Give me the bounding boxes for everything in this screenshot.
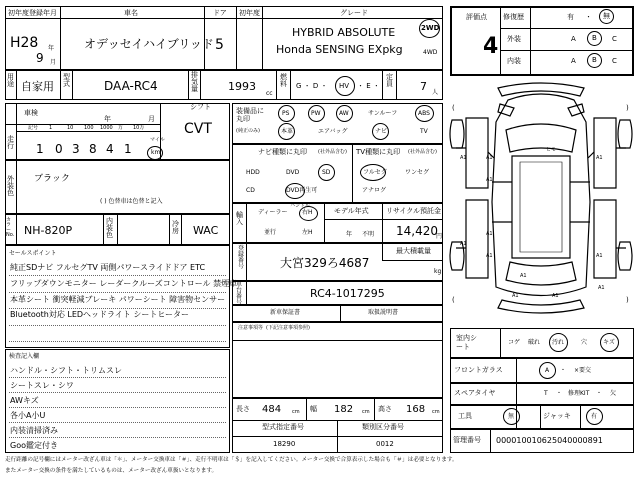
recycle-unit: 円	[436, 233, 443, 240]
manual-label: 取扱説明書	[368, 309, 399, 316]
drive-2wd: 2WD	[421, 24, 440, 32]
repair-label: 修復歴	[503, 13, 524, 21]
management-value: 000010010625040000891	[496, 436, 603, 445]
navi-sd: SD	[322, 169, 331, 176]
front-glass-a: A	[545, 367, 550, 374]
length-value: 484	[262, 404, 282, 415]
mileage-unit-1: 1	[49, 125, 53, 131]
registration-value: 大宮329ろ4687	[280, 256, 370, 270]
mileage-unit-km: km	[151, 149, 161, 156]
reg-month: 9	[36, 51, 44, 65]
inspector-line-3: 各小A小U	[10, 411, 46, 420]
interior-eval-c: C	[612, 57, 617, 65]
mileage-digit-5: 1	[124, 142, 132, 156]
vehicle-inspect-label: 車検	[24, 109, 38, 117]
equip-pw: PW	[311, 110, 321, 117]
exterior-color-box	[5, 160, 230, 214]
damage-mark: A1	[552, 293, 559, 299]
notes-label: 注意事項等	[238, 325, 264, 331]
fuel-options: G ・ D ・	[296, 82, 328, 90]
tv-fullseg: フルセグ	[363, 169, 387, 176]
seat-koge: コゲ	[508, 339, 521, 346]
width-value: 182	[334, 404, 354, 415]
svg-text:): )	[626, 296, 629, 304]
capacity-unit: 人	[432, 89, 439, 96]
type-label: 型式	[63, 73, 70, 88]
navi-cd: CD	[246, 187, 255, 194]
tools-label: 工具	[458, 412, 472, 420]
doors-label: ドア	[213, 9, 227, 17]
width-label: 幅	[310, 405, 317, 413]
type-cert-label: 型式指定番号	[262, 423, 304, 431]
handle-left: 左H	[302, 229, 313, 236]
displacement-unit: cc	[266, 90, 273, 97]
equipment-label: 装備品に丸印	[236, 107, 264, 124]
equip-navi: ナビ	[375, 128, 388, 135]
car-name-label: 車名	[124, 9, 138, 17]
model-year-unknown: 不明	[362, 231, 375, 238]
interior-eval-a: A	[571, 57, 576, 65]
warranty-label: 新車保証書	[270, 309, 301, 316]
ac-label: 冷房	[172, 220, 179, 235]
car-outline-icon	[448, 82, 634, 322]
model-year-label2: モデル年式	[334, 207, 369, 215]
height-label: 高さ	[378, 405, 392, 413]
interior-eval-label: 内装	[507, 57, 521, 65]
color-code-value: NH-820P	[24, 224, 73, 237]
svg-text:(: (	[452, 104, 455, 112]
navi-hdd: HDD	[246, 169, 260, 176]
navi-dvd: DVD	[286, 169, 300, 176]
svg-text:(: (	[452, 296, 455, 304]
recycle-value: 14,420	[396, 224, 438, 238]
damage-mark: A1	[486, 177, 493, 183]
exterior-eval-b: B	[592, 34, 597, 42]
spare-sep1: ・	[556, 390, 563, 397]
max-load-unit: kg	[434, 268, 442, 275]
interior-seat-label: 室内シート	[456, 334, 477, 352]
max-load-label: 最大積載量	[396, 247, 431, 255]
fuel-tail: ・ E ・	[357, 82, 380, 90]
exterior-color-label: 外装色	[7, 175, 14, 197]
mileage-label: 走行	[7, 135, 14, 150]
jack-label: ジャッキ	[543, 412, 571, 420]
front-glass-sep: ・	[560, 367, 567, 374]
grade-line2: Honda SENSING EXpkg	[276, 43, 403, 56]
mileage-unit-10: 10	[67, 125, 74, 131]
handle-right: 右H	[302, 209, 313, 216]
svg-text:): )	[626, 104, 629, 112]
inspector-label: 検査記入欄	[9, 353, 40, 360]
color-code-label: カラーNo.	[6, 217, 15, 238]
exterior-color-note: ( ) 色替車は色替と記入	[100, 198, 163, 205]
seat-kizu: キズ	[603, 339, 615, 346]
chassis-label: 車台番号	[236, 281, 243, 306]
reg-month-suffix: 月	[50, 59, 57, 66]
tv-type-sub: (社外品含む)	[408, 149, 437, 155]
exterior-color-value: ブラック	[34, 174, 70, 184]
car-diagram	[448, 82, 634, 322]
front-glass-label: フロントガラス	[454, 366, 503, 374]
seat-ana: 穴	[581, 339, 588, 346]
mileage-digit-2: 3	[72, 142, 80, 156]
model-year-label: 初年度	[239, 9, 260, 17]
inspect-year: 年	[104, 115, 111, 123]
damage-mark: A1	[512, 293, 519, 299]
footer-line1: 走行距離の記号欄にはメーター改ざん車は「＊」、メーター交換車は「＃」、走行不明車は「＄」を記入してください。メーター交換で合算表示した場合も「＃」は必要となります。	[5, 457, 458, 463]
damage-mark: A1	[486, 155, 493, 161]
spare-kit: 修理KIT	[568, 390, 590, 397]
reg-year-suffix: 年	[48, 45, 55, 52]
damage-mark: A1	[486, 253, 493, 259]
damage-mark: A1	[596, 155, 603, 161]
class-label: 類別区分番号	[362, 423, 404, 431]
selling-points-label: セールスポイント	[9, 250, 57, 257]
equip-tv: TV	[420, 128, 428, 135]
score-label: 評価点	[466, 13, 487, 21]
type-cert-value: 18290	[273, 440, 296, 448]
inspect-month: 月	[148, 115, 155, 123]
navi-dvd-play: DVD再生可	[286, 187, 318, 194]
import-label: 輸入	[236, 211, 243, 226]
selling-point-1: フリップダウンモニター レーダークルーズコントロール 禁煙車	[10, 279, 238, 288]
length-unit: cm	[292, 409, 300, 415]
doors-value: 5	[215, 37, 224, 53]
mileage-unit-100: 100	[84, 125, 94, 131]
use-label: 用途	[7, 73, 14, 88]
reg-era: H28	[10, 35, 39, 51]
spare-tire-label: スペアタイヤ	[454, 389, 496, 397]
mileage-unit-man: 万	[118, 125, 124, 131]
mileage-unit-1000: 1000	[100, 125, 113, 131]
score-value: 4	[483, 34, 499, 59]
equip-airbag: エアバッグ	[318, 128, 348, 135]
equip-leather: 本革	[281, 128, 294, 135]
exterior-eval-label: 外装	[507, 35, 521, 43]
inspector-line-1: シートスレ・シワ	[10, 381, 74, 390]
mileage-digit-0: 1	[36, 142, 44, 156]
class-value: 0012	[376, 440, 394, 448]
navi-type-label: ナビ種類に丸印	[258, 148, 307, 156]
width-unit: cm	[362, 409, 370, 415]
selling-point-2: 本革シート 衝突軽減ブレーキ パワーシート 障害物センサー	[10, 295, 226, 304]
notes-sub: (下記注意事項参照)	[266, 325, 310, 331]
mileage-digit-1: 0	[55, 142, 63, 156]
damage-mark: A1	[598, 285, 605, 291]
repair-opt-1: 無	[603, 12, 610, 20]
selling-point-0: 純正SDナビ フルセグTV 両側パワースライドドア ETC	[10, 263, 206, 272]
navi-type-sub: (社外品含む)	[318, 149, 347, 155]
damage-mark: A1	[520, 273, 527, 279]
fuel-label: 燃料	[280, 73, 287, 88]
tools-value: 無	[508, 413, 515, 420]
footer-line2: またメーター交換の条件を満たしているものは、メーター改ざん車扱いとなります。	[5, 468, 218, 474]
repair-opt-0: 有	[567, 13, 574, 21]
spare-t: T	[544, 390, 548, 397]
mileage-digit-3: 8	[89, 142, 97, 156]
height-unit: cm	[432, 409, 440, 415]
interior-color-label: 内装色	[106, 217, 113, 239]
height-value: 168	[406, 404, 426, 415]
tv-type-label: TV種類に丸印	[356, 148, 401, 156]
capacity-value: 7	[420, 80, 427, 93]
mileage-unit-10man: 10万	[133, 125, 145, 131]
displacement-value: 1993	[228, 80, 256, 93]
shift-label: シフト	[190, 103, 211, 111]
tv-oneseg: ワンセグ	[405, 169, 430, 176]
first-reg-label: 初年度登録年月	[8, 9, 57, 17]
jack-value: 有	[591, 413, 598, 420]
mileage-digit-4: 4	[106, 142, 114, 156]
interior-eval-b: B	[592, 56, 597, 64]
seat-yogore: 汚れ	[552, 339, 565, 346]
inspector-line-4: 内装清掃済み	[10, 426, 58, 435]
capacity-label: 定員	[386, 73, 393, 88]
exterior-eval-a: A	[571, 35, 576, 43]
use-value: 自家用	[21, 80, 54, 93]
inspector-line-5: Goo鑑定付き	[10, 441, 58, 450]
shift-value: CVT	[184, 121, 212, 137]
drive-4wd: 4WD	[423, 49, 438, 56]
length-label: 長さ	[236, 405, 250, 413]
equipment-sub: (純正のみ)	[236, 128, 260, 134]
handle-label: ハンドル	[290, 203, 311, 209]
ac-value: WAC	[193, 224, 219, 237]
exterior-eval-c: C	[612, 35, 617, 43]
equip-ps: PS	[282, 110, 290, 117]
displacement-label: 排気量	[191, 71, 198, 93]
tv-analog: アナログ	[362, 187, 387, 194]
car-name: オデッセイハイブリッド	[84, 37, 214, 51]
equip-aw: AW	[339, 110, 349, 117]
seat-yabure: 破れ	[528, 339, 541, 346]
recycle-label: リサイクル預託金	[386, 207, 442, 215]
registration-label: 登録番号	[238, 245, 245, 270]
chassis-value: RC4-1017295	[310, 287, 385, 300]
spare-none: 欠	[610, 390, 617, 397]
inspector-line-0: ハンドル・シフト・トリムスレ	[10, 366, 122, 375]
damage-mark: A1	[596, 253, 603, 259]
type-value: DAA-RC4	[104, 79, 158, 93]
damage-mark: A1	[460, 155, 467, 161]
fuel-selected: HV	[339, 82, 350, 90]
import-parallel: 並行	[264, 229, 277, 236]
damage-mark-himo: ヒモ	[546, 147, 557, 153]
notes-box	[232, 322, 443, 398]
mileage-sub: 記号	[28, 125, 39, 131]
records-box	[232, 305, 443, 322]
mileage-unit-mile: マイル	[150, 137, 165, 143]
model-year-unit: 年	[346, 231, 353, 238]
grade-line1: HYBRID ABSOLUTE	[292, 26, 396, 39]
selling-point-3: Bluetooth対応 LEDヘッドライト シートヒーター	[10, 310, 190, 319]
front-glass-replace: ×要交	[574, 367, 592, 374]
inspector-line-2: AWキズ	[10, 396, 39, 405]
spare-sep2: ・	[596, 390, 603, 397]
equip-abs: ABS	[418, 110, 430, 117]
management-label: 管理番号	[453, 436, 481, 444]
grade-label: グレード	[340, 9, 368, 17]
equip-sunroof: サンルーフ	[368, 110, 398, 117]
damage-mark: A1	[486, 231, 493, 237]
tools-box	[450, 405, 634, 429]
import-dealer: ディーラー	[258, 209, 288, 216]
damage-mark: A1	[460, 241, 467, 247]
